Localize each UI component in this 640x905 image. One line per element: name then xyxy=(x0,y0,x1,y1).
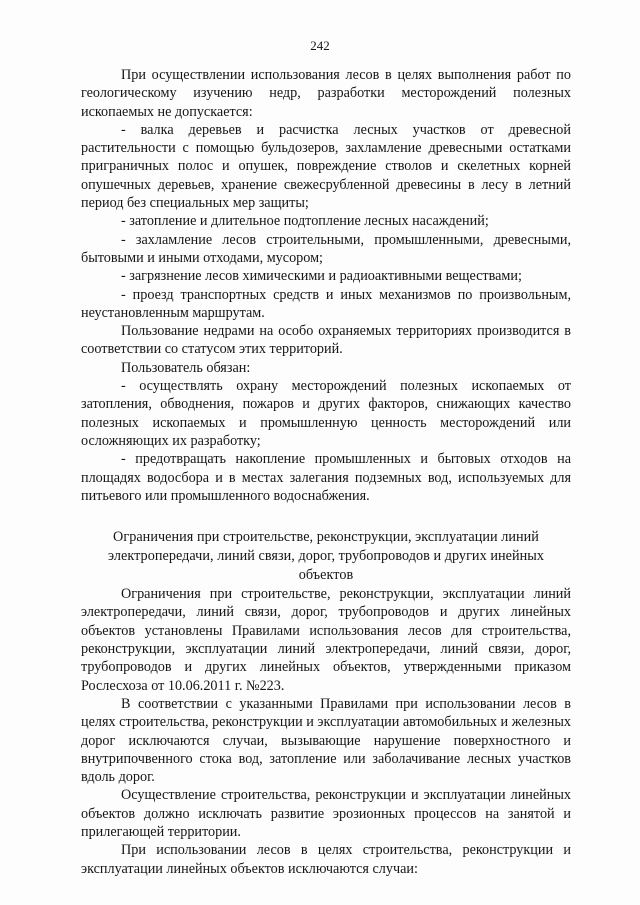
list-item-logging: - валка деревьев и расчистка лесных участков от древесной растительности с помощью бульдозеров, захламление древесными остатками приграничных полос и опушек, повреждение стволов и скелетных корней опушечных деревьев, хранение свежесрубленной древесины в лесу в летний период без специальных мер защиты; xyxy=(81,121,571,212)
page-number: 242 xyxy=(310,38,330,53)
list-item-vehicle-passage: - проезд транспортных средств и иных механизмов по произвольным, неустановленным маршрутам. xyxy=(81,286,571,321)
list-item-waste-prevention: - предотвращать накопление промышленных и бытовых отходов на площадях водосбора и в местах залегания подземных вод, используемых для питьевого или промышленного водоснабжения. xyxy=(81,451,571,504)
list-item-pollution: - загрязнение лесов химическими и радиоактивными веществами; xyxy=(121,268,522,285)
paragraph-restrictions: Ограничения при строительстве, реконструкции, эксплуатации линий электропередачи, линий связи, дорог, трубопроводов и других линейных объектов установлены Правилами использования лесов для строительства, реконструкции, эксплуатации линий электропередачи, линий связи, дорог, трубопроводов и других линейных объектов, утвержденными приказом Рослесхоза от 10.06.2011 г. №223. xyxy=(81,586,571,694)
paragraph-user-obliged: Пользователь обязан: xyxy=(121,359,251,376)
paragraph-erosion: Осуществление строительства, реконструкции и эксплуатации линейных объектов должно исключать развитие эрозионных процессов на занятой и прилегающей территории. xyxy=(81,787,571,840)
list-item-deposit-protection: - осуществлять охрану месторождений полезных ископаемых от затопления, обводнения, пожаров и других факторов, снижающих качество полезных ископаемых и промышленную ценность месторождений или осложняющих их разработку; xyxy=(81,378,571,449)
paragraph-excluded-cases: При использовании лесов в целях строительства, реконструкции и эксплуатации линейных объектов исключаются случаи: xyxy=(81,842,571,877)
paragraph-intro: При осуществлении использования лесов в целях выполнения работ по геологическому изучению недр, разработки месторождений полезных ископаемых не допускается: xyxy=(81,67,571,120)
paragraph-protected-areas: Пользование недрами на особо охраняемых территориях производится в соответствии со статусом этих территорий. xyxy=(81,323,571,358)
list-item-littering: - захламление лесов строительными, промышленными, древесными, бытовыми и иными отходами, мусором; xyxy=(81,231,571,266)
section-heading: Ограничения при строительстве, реконструкции, эксплуатации линий электропередачи, линий связи, дорог, трубопроводов и других инейных объектов xyxy=(108,529,544,584)
list-item-flooding: - затопление и длительное подтопление лесных насаждений; xyxy=(121,213,489,230)
document-body xyxy=(81,66,571,878)
paragraph-roads: В соответствии с указанными Правилами при использовании лесов в целях строительства, реконструкции и эксплуатации автомобильных и железных дорог исключаются случаи, вызывающие нарушение поверхностного и внутрипочвенного стока вод, затопление или заболачивание лесных участков вдоль дорог. xyxy=(81,695,571,786)
